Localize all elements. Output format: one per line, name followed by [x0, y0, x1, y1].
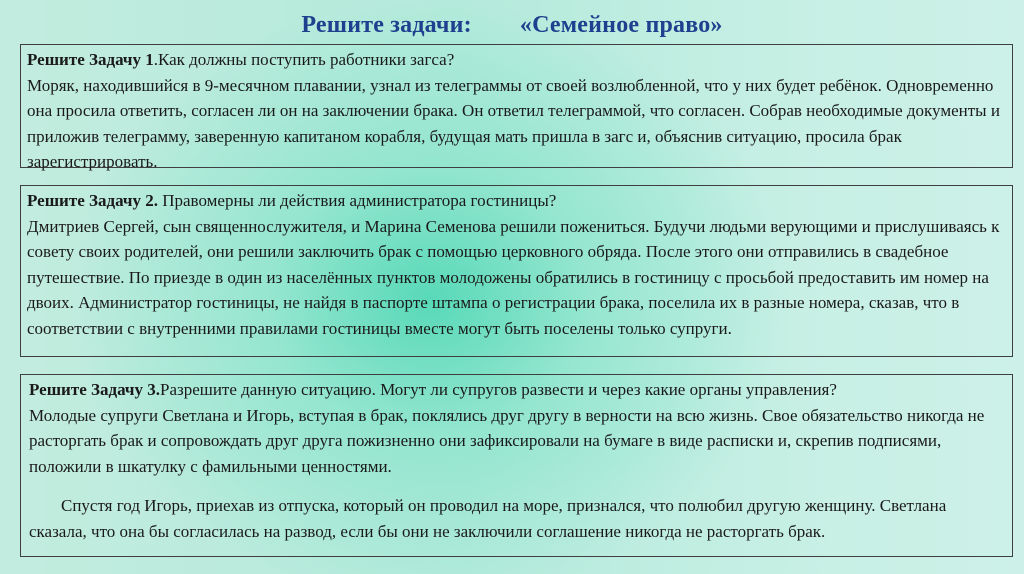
task-2-header — [27, 188, 1004, 214]
task-1-body: Моряк, находившийся в 9-месячном плавании, узнал из телеграммы от своей возлюбленной, что у них будет ребёнок. Одновременно она просила ответить, согласен ли он на заключении брака. Он ответил телеграммой, что согласен. Собрав необходимые документы и приложив телеграмму, заверенную капитаном корабля, будущая мать пришла в загс и, объяснив ситуацию, просила брак зарегистрировать. — [27, 75, 1000, 171]
task-1-question: .Как должны поступить работники загса? — [153, 50, 455, 69]
task-1-heading: Решите Задачу 1 — [27, 50, 154, 69]
task-2-body: Дмитриев Сергей, сын священнослужителя, и Марина Семенова решили пожениться. Будучи людьми верующими и прислушиваясь к совету своих родителей, они решили заключить брак с помощью церковного обряда. После этого они отправились в свадебное путешествие. По приезде в один из населённых пунктов молодожены обратились в гостиницу с просьбой предоставить им номер на двоих. Администратор гостиницы, не найдя в паспорте штампа о регистрации брака, поселила их в разные номера, сказав, что в соответствии с внутренними правилами гостиницы вместе могут быть поселены только супруги. — [27, 216, 1000, 338]
task-3-question: Разрешите данную ситуацию. Могут ли супругов развести и через какие органы управления? — [159, 380, 837, 399]
task-3-heading: Решите Задачу 3. — [29, 380, 160, 399]
task-3-body: Молодые супруги Светлана и Игорь, вступая в брак, поклялись друг другу в верности на всю жизнь. Свое обязательство никогда не расторгать брак и сопровождать друг друга пожизненно они зафиксировали на бумаге в виде расписки и, скрепив подписями, положили в шкатулку с фамильными ценностями. — [29, 405, 985, 476]
task-2-box — [20, 185, 1013, 357]
task-3-header — [29, 377, 1004, 403]
task-1-header — [27, 47, 1004, 73]
slide-title — [0, 12, 1024, 39]
task-2-heading: Решите Задачу 2. — [27, 191, 158, 210]
task-3-body-continued: Спустя год Игорь, приехав из отпуска, который он проводил на море, признался, что полюбил другую женщину. Светлана сказала, что она бы согласилась на развод, если бы они не заключили соглашение никогда не расторгать брак. — [29, 496, 947, 541]
slide-title-part2: «Семейное право» — [519, 12, 723, 38]
slide-title-part1: Решите задачи: — [301, 12, 472, 38]
task-2-question: Правомерны ли действия администратора гостиницы? — [157, 191, 557, 210]
task-1-box — [20, 44, 1013, 171]
task-3-box — [20, 374, 1013, 557]
